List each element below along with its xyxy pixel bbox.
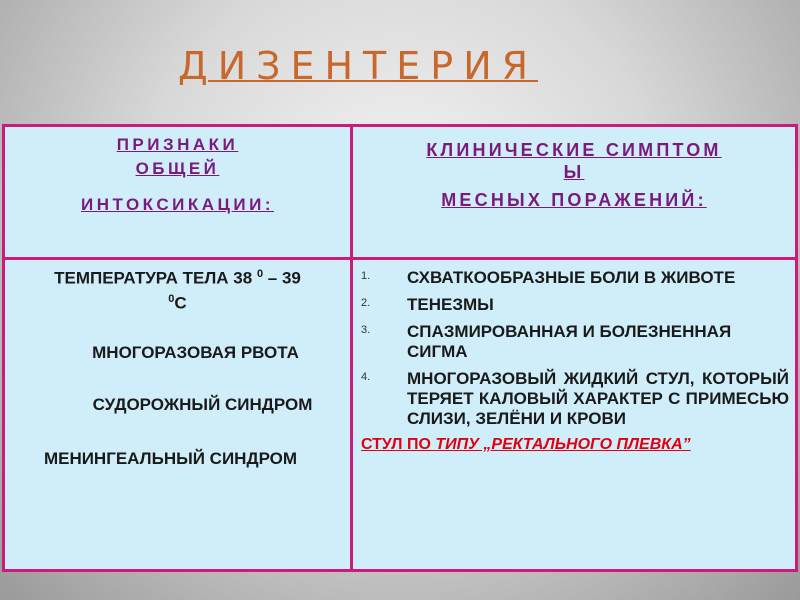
temperature-item [13, 264, 342, 313]
list-item [361, 322, 789, 362]
temperature-unit: С [174, 293, 187, 313]
right-header-line3: МЕСНЫХ ПОРАЖЕНИЙ: [441, 190, 707, 210]
temperature-range: – 39 [263, 268, 301, 288]
right-header-line1: КЛИНИЧЕСКИЕ СИМПТОМ [426, 140, 722, 160]
list-number: 1. [361, 270, 371, 282]
temperature-degree-1: 0 [256, 268, 264, 280]
stool-prefix: СТУЛ ПО [361, 436, 436, 453]
left-header-line3: ИНТОКСИКАЦИИ: [81, 195, 274, 214]
list-item [361, 295, 789, 315]
list-text: СПАЗМИРОВАННАЯ И БОЛЕЗНЕННАЯ СИГМА [407, 322, 732, 361]
local-lesions-list [353, 260, 795, 569]
list-item [361, 369, 789, 429]
convulsive-item: СУДОРОЖНЫЙ СИНДРОМ [92, 395, 313, 415]
list-number: 3. [361, 324, 371, 336]
temperature-degree-2: 0 [168, 292, 175, 305]
stool-italic: ТИПУ „РЕКТАЛЬНОГО ПЛЕВКА” [435, 436, 691, 453]
temperature-prefix: ТЕМПЕРАТУРА ТЕЛА 38 [54, 268, 253, 288]
list-item [361, 268, 789, 288]
left-header-line1: ПРИЗНАКИ [116, 135, 239, 154]
right-header-line2: Ы [563, 162, 585, 182]
left-header-cell [5, 127, 350, 257]
vomit-item: МНОГОРАЗОВАЯ РВОТА [92, 343, 299, 363]
list-text: СХВАТКООБРАЗНЫЕ БОЛИ В ЖИВОТЕ [407, 268, 736, 287]
list-text: МНОГОРАЗОВЫЙ ЖИДКИЙ СТУЛ, КОТОРЫЙ ТЕРЯЕТ КАЛОВЫЙ ХАРАКТЕР С ПРИМЕСЬЮ СЛИЗИ, ЗЕЛЁНИ И КРОВИ [407, 369, 789, 428]
stool-type-note [361, 436, 789, 454]
list-number: 2. [361, 297, 371, 309]
symptoms-table [2, 124, 798, 572]
right-header-cell [353, 127, 795, 257]
meningeal-item: МЕНИНГЕАЛЬНЫЙ СИНДРОМ [43, 449, 298, 469]
left-header-line2: ОБЩЕЙ [135, 159, 220, 178]
general-intoxication-list [5, 260, 350, 569]
list-number: 4. [361, 371, 371, 383]
list-text: ТЕНЕЗМЫ [407, 295, 494, 314]
slide-title: ДИЗЕНТЕРИЯ [178, 44, 539, 88]
